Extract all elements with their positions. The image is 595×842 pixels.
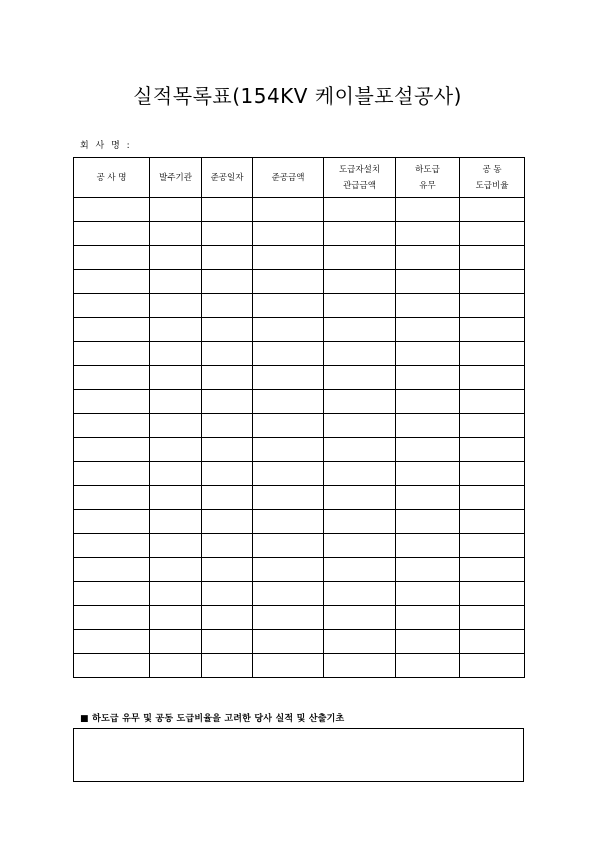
table-cell[interactable] <box>396 366 460 390</box>
table-cell[interactable] <box>74 390 150 414</box>
table-cell[interactable] <box>324 342 396 366</box>
table-cell[interactable] <box>396 294 460 318</box>
table-cell[interactable] <box>324 462 396 486</box>
table-cell[interactable] <box>324 558 396 582</box>
table-cell[interactable] <box>324 654 396 678</box>
table-cell[interactable] <box>74 294 150 318</box>
table-cell[interactable] <box>74 438 150 462</box>
table-cell[interactable] <box>253 342 324 366</box>
table-row <box>74 582 525 606</box>
table-cell[interactable] <box>202 270 253 294</box>
table-cell[interactable] <box>150 486 202 510</box>
table-cell[interactable] <box>253 606 324 630</box>
table-cell[interactable] <box>150 270 202 294</box>
table-cell[interactable] <box>396 342 460 366</box>
table-cell[interactable] <box>460 366 525 390</box>
table-cell[interactable] <box>253 198 324 222</box>
table-cell[interactable] <box>253 630 324 654</box>
table-cell[interactable] <box>202 654 253 678</box>
table-cell[interactable] <box>460 486 525 510</box>
header-subcontract: 하도급 유무 <box>396 158 460 198</box>
table-row <box>74 198 525 222</box>
table-cell[interactable] <box>74 366 150 390</box>
table-row <box>74 486 525 510</box>
calculation-note-field[interactable] <box>73 728 524 782</box>
table-cell[interactable] <box>460 654 525 678</box>
table-cell[interactable] <box>202 582 253 606</box>
table-cell[interactable] <box>396 582 460 606</box>
table-cell[interactable] <box>324 414 396 438</box>
table-cell[interactable] <box>460 438 525 462</box>
table-cell[interactable] <box>202 342 253 366</box>
table-cell[interactable] <box>324 486 396 510</box>
table-cell[interactable] <box>150 246 202 270</box>
table-row <box>74 294 525 318</box>
table-cell[interactable] <box>460 510 525 534</box>
table-cell[interactable] <box>150 462 202 486</box>
table-cell[interactable] <box>74 510 150 534</box>
table-header-row <box>74 158 525 198</box>
table-cell[interactable] <box>460 318 525 342</box>
table-row <box>74 414 525 438</box>
table-row <box>74 318 525 342</box>
table-cell[interactable] <box>253 414 324 438</box>
table-row <box>74 558 525 582</box>
table-cell[interactable] <box>460 462 525 486</box>
table-cell[interactable] <box>150 630 202 654</box>
table-cell[interactable] <box>253 510 324 534</box>
table-cell[interactable] <box>460 558 525 582</box>
table-cell[interactable] <box>396 534 460 558</box>
table-row <box>74 438 525 462</box>
table-cell[interactable] <box>460 198 525 222</box>
table-cell[interactable] <box>74 270 150 294</box>
table-cell[interactable] <box>253 318 324 342</box>
header-completion-amount: 준공금액 <box>253 158 324 198</box>
table-cell[interactable] <box>396 510 460 534</box>
calculation-note <box>80 711 344 724</box>
table-cell[interactable] <box>202 366 253 390</box>
table-row <box>74 390 525 414</box>
table-cell[interactable] <box>253 558 324 582</box>
table-cell[interactable] <box>253 246 324 270</box>
table-cell[interactable] <box>150 558 202 582</box>
table-cell[interactable] <box>74 486 150 510</box>
header-ordering-agency: 발주기관 <box>150 158 202 198</box>
table-cell[interactable] <box>324 246 396 270</box>
table-cell[interactable] <box>74 630 150 654</box>
table-cell[interactable] <box>396 246 460 270</box>
table-cell[interactable] <box>460 246 525 270</box>
table-cell[interactable] <box>202 534 253 558</box>
table-cell[interactable] <box>74 582 150 606</box>
table-row <box>74 606 525 630</box>
table-cell[interactable] <box>253 582 324 606</box>
table-cell[interactable] <box>324 198 396 222</box>
table-cell[interactable] <box>324 630 396 654</box>
table-cell[interactable] <box>324 294 396 318</box>
table-cell[interactable] <box>460 294 525 318</box>
table-cell[interactable] <box>150 318 202 342</box>
calculation-note-text: 하도급 유무 및 공동 도급비율을 고려한 당사 실적 및 산출기초 <box>92 714 345 724</box>
table-cell[interactable] <box>253 366 324 390</box>
table-cell[interactable] <box>396 606 460 630</box>
table-cell[interactable] <box>460 390 525 414</box>
table-row <box>74 534 525 558</box>
table-cell[interactable] <box>324 510 396 534</box>
table-cell[interactable] <box>150 582 202 606</box>
table-cell[interactable] <box>324 222 396 246</box>
table-cell[interactable] <box>460 342 525 366</box>
table-cell[interactable] <box>202 438 253 462</box>
performance-table <box>73 157 525 678</box>
table-cell[interactable] <box>202 414 253 438</box>
table-cell[interactable] <box>150 438 202 462</box>
table-cell[interactable] <box>202 558 253 582</box>
table-cell[interactable] <box>396 558 460 582</box>
table-cell[interactable] <box>396 462 460 486</box>
table-cell[interactable] <box>150 414 202 438</box>
table-cell[interactable] <box>202 198 253 222</box>
table-row <box>74 630 525 654</box>
table-row <box>74 462 525 486</box>
table-cell[interactable] <box>202 630 253 654</box>
header-project-name: 공 사 명 <box>74 158 150 198</box>
table-cell[interactable] <box>150 534 202 558</box>
table-cell[interactable] <box>396 318 460 342</box>
table-cell[interactable] <box>74 318 150 342</box>
square-bullet-icon: ■ <box>80 714 89 724</box>
table-cell[interactable] <box>460 270 525 294</box>
table-cell[interactable] <box>74 198 150 222</box>
table-cell[interactable] <box>150 606 202 630</box>
table-cell[interactable] <box>396 390 460 414</box>
table-cell[interactable] <box>324 390 396 414</box>
table-cell[interactable] <box>253 462 324 486</box>
table-cell[interactable] <box>324 582 396 606</box>
table-cell[interactable] <box>202 246 253 270</box>
table-body <box>74 198 525 678</box>
table-cell[interactable] <box>202 606 253 630</box>
table-cell[interactable] <box>150 654 202 678</box>
table-cell[interactable] <box>460 630 525 654</box>
table-cell[interactable] <box>74 654 150 678</box>
table-cell[interactable] <box>150 198 202 222</box>
table-cell[interactable] <box>324 606 396 630</box>
table-cell[interactable] <box>253 294 324 318</box>
table-cell[interactable] <box>324 438 396 462</box>
table-cell[interactable] <box>396 198 460 222</box>
table-cell[interactable] <box>150 222 202 246</box>
table-cell[interactable] <box>202 294 253 318</box>
table-cell[interactable] <box>253 654 324 678</box>
table-cell[interactable] <box>150 294 202 318</box>
table-cell[interactable] <box>150 342 202 366</box>
table-cell[interactable] <box>460 606 525 630</box>
table-cell[interactable] <box>396 438 460 462</box>
table-cell[interactable] <box>460 222 525 246</box>
table-cell[interactable] <box>74 606 150 630</box>
table-cell[interactable] <box>396 222 460 246</box>
table-cell[interactable] <box>460 582 525 606</box>
table-row <box>74 222 525 246</box>
table-cell[interactable] <box>202 510 253 534</box>
table-cell[interactable] <box>460 534 525 558</box>
header-contractor-supply-amount: 도급자설치 관급금액 <box>324 158 396 198</box>
table-cell[interactable] <box>74 558 150 582</box>
table-cell[interactable] <box>324 534 396 558</box>
table-cell[interactable] <box>396 630 460 654</box>
table-cell[interactable] <box>74 222 150 246</box>
header-completion-date: 준공일자 <box>202 158 253 198</box>
table-cell[interactable] <box>253 534 324 558</box>
table-cell[interactable] <box>253 438 324 462</box>
table-cell[interactable] <box>253 222 324 246</box>
table-row <box>74 654 525 678</box>
table-cell[interactable] <box>202 390 253 414</box>
table-cell[interactable] <box>324 318 396 342</box>
table-cell[interactable] <box>74 534 150 558</box>
table-cell[interactable] <box>74 462 150 486</box>
table-cell[interactable] <box>253 270 324 294</box>
table-cell[interactable] <box>202 318 253 342</box>
page-title: 실적목록표(154KV 케이블포설공사) <box>133 84 462 108</box>
table-cell[interactable] <box>396 414 460 438</box>
table-row <box>74 510 525 534</box>
table-cell[interactable] <box>202 462 253 486</box>
table-cell[interactable] <box>150 390 202 414</box>
table-cell[interactable] <box>150 366 202 390</box>
company-name-label: 회 사 명 : <box>80 141 132 151</box>
table-cell[interactable] <box>324 270 396 294</box>
table-row <box>74 342 525 366</box>
table-cell[interactable] <box>396 486 460 510</box>
table-row <box>74 246 525 270</box>
table-cell[interactable] <box>74 414 150 438</box>
table-row <box>74 270 525 294</box>
header-joint-contract-ratio: 공 동 도급비율 <box>460 158 525 198</box>
table-cell[interactable] <box>460 414 525 438</box>
table-cell[interactable] <box>74 246 150 270</box>
table-cell[interactable] <box>396 654 460 678</box>
table-row <box>74 366 525 390</box>
table-cell[interactable] <box>253 486 324 510</box>
table-cell[interactable] <box>253 390 324 414</box>
table-cell[interactable] <box>324 366 396 390</box>
table-cell[interactable] <box>74 342 150 366</box>
table-cell[interactable] <box>396 270 460 294</box>
table-cell[interactable] <box>202 486 253 510</box>
table-cell[interactable] <box>150 510 202 534</box>
table-cell[interactable] <box>202 222 253 246</box>
